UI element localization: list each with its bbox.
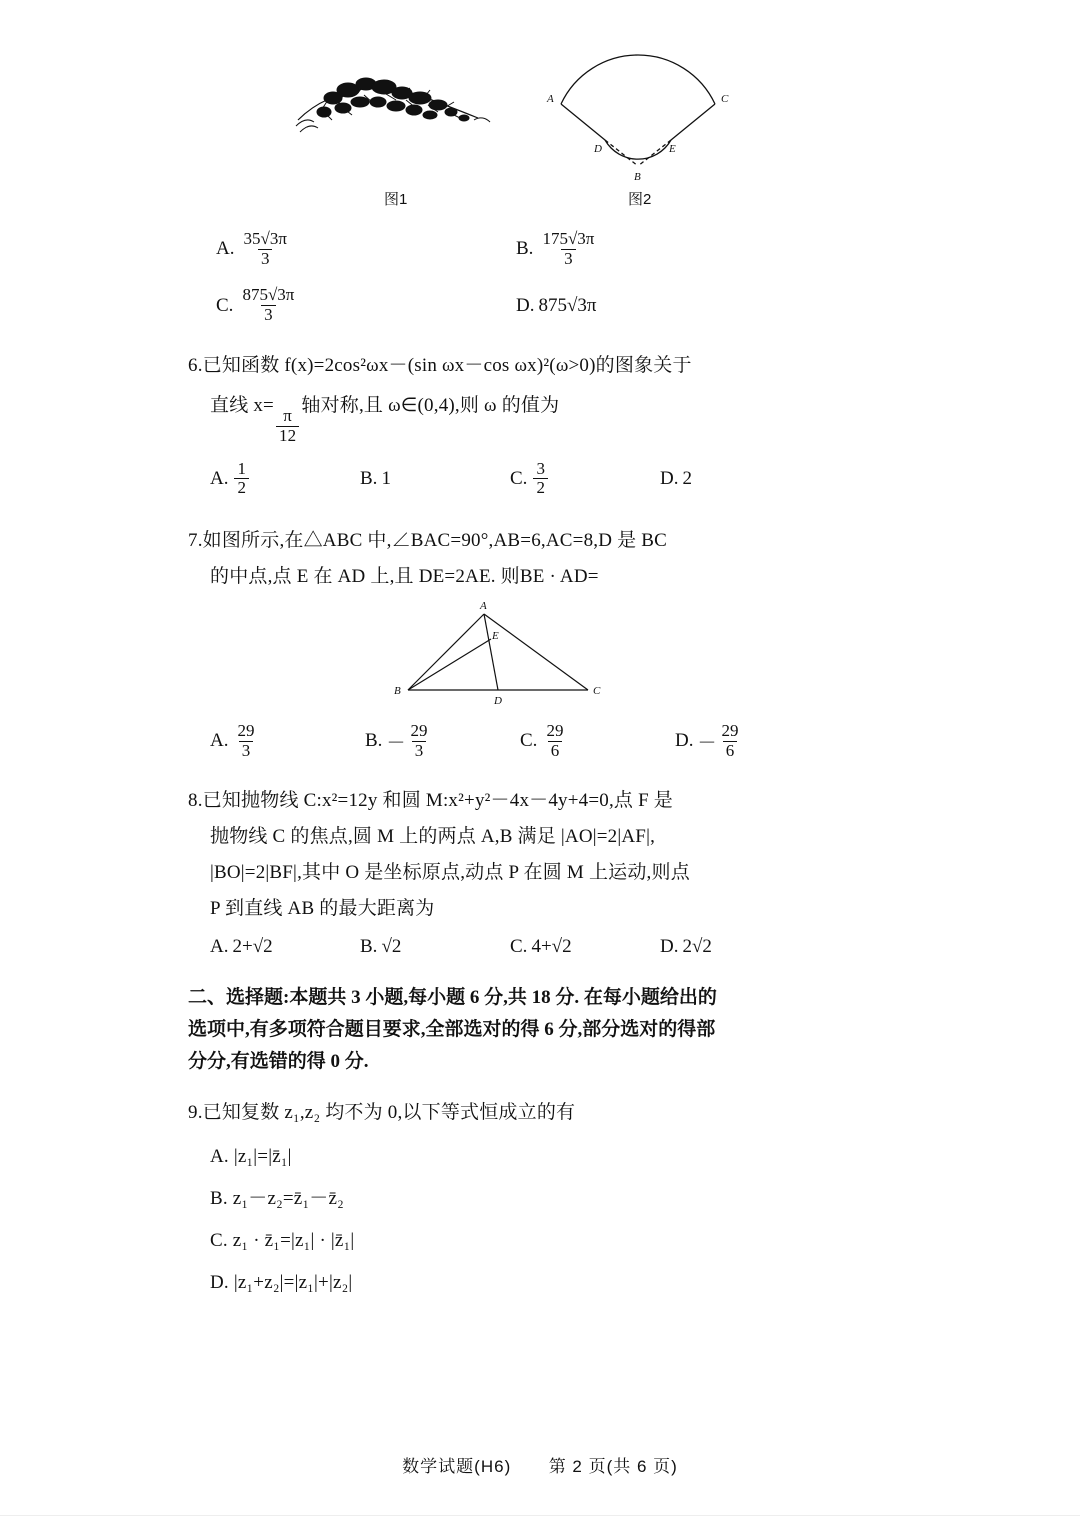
q8-option-b-label: B. [360, 936, 378, 958]
q6-line-2a: 直线 x= [210, 394, 274, 416]
q6-option-a-denominator: 2 [234, 478, 249, 498]
q9-option-a-text: |z₁|=|z̄₁| [233, 1146, 292, 1168]
q7-option-d-fraction [719, 722, 742, 760]
q6-options [188, 460, 888, 498]
q9-option-c-label: C. [210, 1230, 228, 1252]
q8-option-b-text: √2 [381, 936, 402, 958]
q6-option-b-text: 1 [381, 467, 391, 489]
q5-option-c[interactable] [216, 286, 516, 324]
q9-option-a-label: A. [210, 1146, 229, 1168]
q6-option-d-label: D. [660, 467, 679, 489]
svg-text:C: C [593, 684, 601, 697]
q8-option-c[interactable] [510, 936, 660, 958]
q9-option-d[interactable] [188, 1268, 888, 1298]
q6-line-2 [188, 391, 888, 446]
q6-option-b-label: B. [360, 467, 378, 489]
question-8 [188, 786, 888, 958]
q5-option-a-numerator: 35√3π [243, 229, 287, 248]
svg-text:B: B [634, 171, 641, 183]
q9-option-c-text: z₁ · z̄₁=|z₁| · |z̄₁| [232, 1230, 355, 1252]
q5-option-d[interactable] [516, 286, 597, 324]
svg-text:A: A [480, 599, 487, 612]
q7-option-d[interactable] [675, 722, 744, 760]
q8-line-2: 抛物线 C 的焦点,圆 M 上的两点 A,B 满足 |AO|=2|AF|, [210, 826, 656, 848]
q7-option-b-label: B. [365, 730, 383, 752]
q6-frac-numerator: π [283, 406, 293, 426]
q7-option-a[interactable] [210, 722, 365, 760]
q8-option-a-text: 2+√2 [232, 936, 273, 958]
q7-option-d-label: D. [675, 730, 694, 752]
q9-stem: 9.已知复数 z₁,z₂ 均不为 0,以下等式恒成立的有 [188, 1102, 576, 1124]
q5-option-b[interactable] [516, 230, 599, 268]
q8-option-d[interactable] [660, 936, 712, 958]
q7-line-1: 7.如图所示,在△ABC 中,∠BAC=90°,AB=6,AC=8,D 是 BC [188, 529, 667, 551]
q7-option-a-fraction [234, 722, 257, 760]
q6-frac-denominator: 12 [276, 426, 299, 446]
page-footer [0, 1452, 1080, 1477]
q6-option-c-numerator: 3 [536, 458, 545, 478]
section-2-line-3: 分分,有选错的得 0 分. [188, 1051, 369, 1073]
q7-option-c-denominator: 6 [548, 741, 563, 761]
q9-option-d-label: D. [210, 1272, 229, 1294]
q5-option-b-numerator: 175√3π [542, 229, 595, 248]
q5-options-row1 [188, 230, 888, 268]
ink-tree-figure [288, 60, 498, 190]
q5-option-a-label: A. [216, 238, 235, 260]
svg-text:E: E [492, 629, 499, 642]
q8-option-a[interactable] [210, 936, 360, 958]
figure-2-caption: 图2 [628, 191, 652, 208]
section-2-line-1: 二、选择题:本题共 3 小题,每小题 6 分,共 18 分. 在每小题给出的 [188, 987, 717, 1009]
q6-option-c[interactable] [510, 460, 660, 498]
section-2-line-2: 选项中,有多项符合题目要求,全部选对的得 6 分,部分选对的得部 [188, 1019, 716, 1041]
annulus-sector-figure [533, 48, 748, 188]
triangle-figure-wrap [188, 598, 888, 718]
q6-option-d-text: 2 [682, 467, 692, 489]
q6-option-a-fraction [234, 460, 249, 498]
q8-option-b[interactable] [360, 936, 510, 958]
q8-option-c-label: C. [510, 936, 528, 958]
q6-line-2b: 轴对称,且 ω∈(0,4),则 ω 的值为 [301, 394, 560, 416]
q7-option-d-sign: － [697, 732, 717, 754]
q6-option-c-denominator: 2 [533, 478, 548, 498]
q7-option-b-denominator: 3 [412, 741, 427, 761]
q5-option-a-fraction [240, 230, 289, 268]
q9-option-c[interactable] [188, 1226, 888, 1256]
question-7 [188, 526, 888, 760]
q7-option-c-fraction [543, 722, 566, 760]
q7-option-a-label: A. [210, 730, 229, 752]
q5-option-c-numerator: 875√3π [242, 285, 295, 305]
q5-option-d-text: 875√3π [538, 294, 597, 316]
q5-options-row2 [188, 286, 888, 324]
svg-text:A: A [547, 93, 554, 105]
q7-option-c-numerator: 29 [546, 720, 564, 740]
footer-subject: 数学试题(H6) [402, 1457, 512, 1476]
q9-option-b[interactable] [188, 1184, 888, 1214]
svg-text:D: D [594, 143, 602, 155]
q6-option-a[interactable] [210, 460, 360, 498]
svg-text:C: C [721, 93, 729, 105]
q8-line-4: P 到直线 AB 的最大距离为 [210, 898, 435, 920]
q5-option-d-label: D. [516, 294, 535, 316]
q5-option-c-label: C. [216, 294, 234, 316]
q9-option-a[interactable] [188, 1142, 888, 1172]
q5-option-b-label: B. [516, 238, 534, 260]
q5-option-c-fraction [239, 286, 297, 324]
svg-text:E: E [669, 143, 676, 155]
page-bottom-bar [0, 1515, 1080, 1528]
q7-options [188, 722, 888, 760]
q7-option-d-numerator: 29 [721, 720, 739, 740]
q9-option-b-text: z₁－z₂=z̄₁－z̄₂ [232, 1188, 344, 1210]
footer-pagination: 第 2 页(共 6 页) [548, 1457, 678, 1476]
page-content [188, 40, 888, 1302]
q7-option-d-denominator: 6 [723, 741, 738, 761]
q6-option-a-label: A. [210, 467, 229, 489]
q9-option-b-label: B. [210, 1188, 228, 1210]
question-6 [188, 351, 888, 498]
q7-option-c-label: C. [520, 730, 538, 752]
q5-option-b-fraction [539, 230, 597, 268]
q6-option-c-label: C. [510, 467, 528, 489]
q6-line-1: 6.已知函数 f(x)=2cos²ωx－(sin ωx－cos ωx)²(ω>0)的图象关于 [188, 354, 692, 376]
q7-option-b[interactable] [365, 722, 520, 760]
triangle-abc-figure [388, 598, 618, 713]
q7-option-c[interactable] [520, 722, 675, 760]
q8-option-a-label: A. [210, 936, 229, 958]
q7-option-b-fraction [407, 722, 430, 760]
q5-option-c-denominator: 3 [261, 305, 276, 325]
q8-option-c-text: 4+√2 [531, 936, 572, 958]
q8-option-d-text: 2√2 [682, 936, 712, 958]
q7-option-a-numerator: 29 [237, 720, 255, 740]
q8-line-3: |BO|=2|BF|,其中 O 是坐标原点,动点 P 在圆 M 上运动,则点 [210, 862, 690, 884]
q6-option-b[interactable] [360, 460, 510, 498]
q7-option-b-sign: － [386, 732, 406, 754]
figures-row [188, 40, 888, 220]
q8-line-1: 8.已知抛物线 C:x²=12y 和圆 M:x²+y²－4x－4y+4=0,点 F 是 [188, 790, 673, 812]
q6-option-c-fraction [533, 460, 548, 498]
q9-option-d-text: |z₁+z₂|=|z₁|+|z₂| [233, 1272, 353, 1294]
section-2-heading [188, 982, 888, 1078]
q6-fraction-pi-12 [276, 407, 299, 445]
figure-1-caption: 图1 [384, 191, 408, 208]
q5-option-b-denominator: 3 [561, 249, 576, 269]
q6-option-a-numerator: 1 [237, 458, 246, 478]
q7-option-b-numerator: 29 [410, 720, 428, 740]
question-9 [188, 1098, 888, 1298]
q8-option-d-label: D. [660, 936, 679, 958]
q8-options [188, 936, 888, 958]
q7-line-2: 的中点,点 E 在 AD 上,且 DE=2AE. 则BE · AD= [210, 565, 599, 587]
q7-option-a-denominator: 3 [239, 741, 254, 761]
q5-option-a-denominator: 3 [258, 249, 273, 269]
svg-text:D: D [494, 694, 502, 707]
q6-option-d[interactable] [660, 460, 692, 498]
q5-option-a[interactable] [216, 230, 516, 268]
svg-text:B: B [394, 684, 401, 697]
